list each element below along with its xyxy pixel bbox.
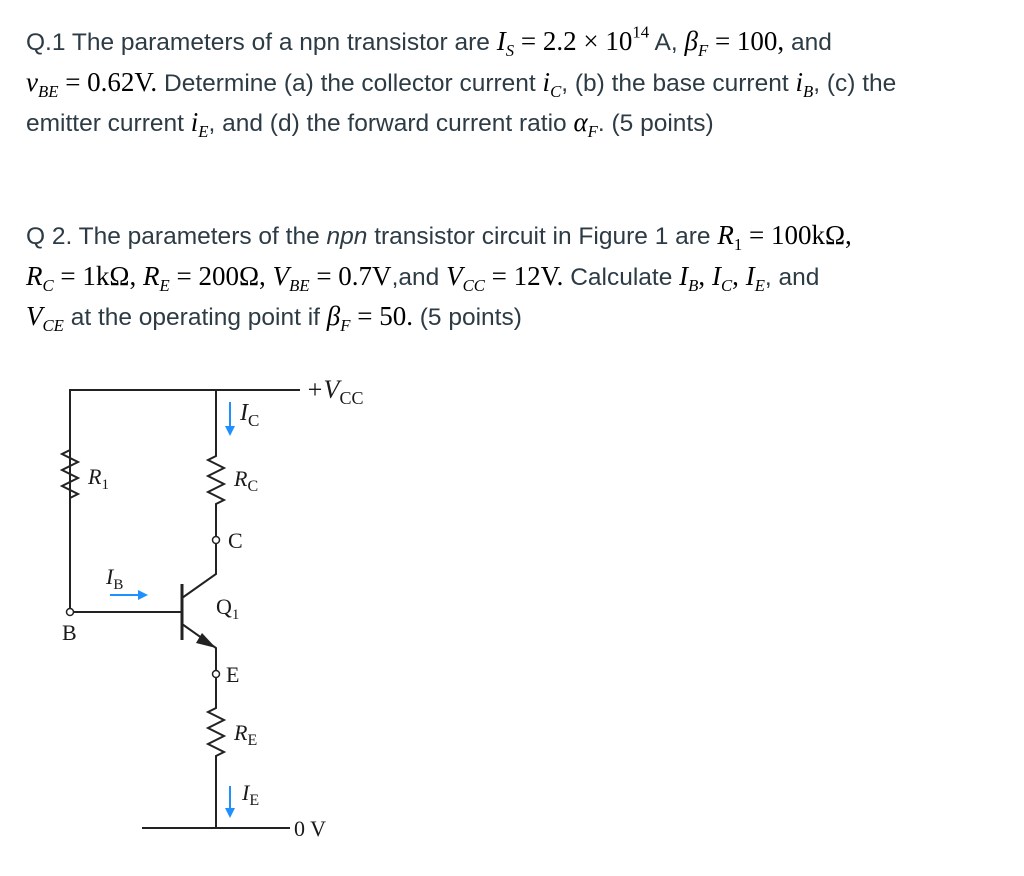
rc-label: $R_C$ [234, 466, 259, 495]
question-2 [26, 216, 1011, 338]
rc-resistor [208, 390, 224, 540]
npn-italic: npn [326, 223, 368, 250]
is-unit: A, [654, 29, 678, 56]
re-expression: $R_E = 200\Omega$, [143, 260, 266, 295]
circuit-wires [62, 390, 300, 828]
vbe-expression: $V_{BE} = 0.7V$ [272, 260, 392, 295]
vbe-expression: $v_{BE} = 0.62V$. [26, 66, 158, 101]
c-node-label: C [228, 528, 243, 553]
ic-label: $I_C$ [240, 400, 260, 430]
r1-label: $R_1$ [88, 464, 109, 493]
ie-arrow-head-icon [225, 808, 235, 818]
q1-line-2: $v_{BE} = 0.62V$. Determine (a) the collector current $i_C$, (b) the base current $i_B$, (c) the [26, 66, 897, 101]
node-c-terminal [213, 537, 220, 544]
question-1 [26, 22, 1011, 144]
ib-symbol: $I_B$, [679, 260, 706, 295]
vcc-label: $+V_{CC}$ [306, 375, 364, 408]
is-expression: $I_S = 2.2 \times 10^{14}$ [496, 22, 650, 60]
e-node-label: E [226, 662, 240, 687]
vce-symbol: $V_{CE}$ [26, 301, 64, 335]
vcc-expression: $V_{CC} = 12V$. [446, 260, 564, 295]
ground-label: 0 V [294, 816, 326, 841]
top-rail-wire [70, 390, 300, 529]
rc-expression: $R_C = 1k\Omega$, [26, 260, 137, 295]
q1-line-3: emitter current $i_E$, and (d) the forward current ratio $\alpha_F$. (5 points) [26, 107, 714, 141]
node-e-terminal [213, 671, 220, 678]
alpha-symbol: $\alpha_F$ [573, 107, 598, 141]
ib-symbol: $i_B$ [795, 66, 814, 101]
q2-line-1: Q 2. The parameters of the npn transistor circuit in Figure 1 are $R_1 = 100k\Omega$, [26, 220, 852, 254]
circuit-figure [0, 362, 420, 852]
q1-label: $Q_1$ [216, 594, 240, 623]
q2-line-2: $R_C = 1k\Omega$, $R_E = 200\Omega$, $V_{BE} = 0.7V,and$ $V_{CC} = 12V$. Calculate $I_B$, $I_C$, $I_E$, and [26, 260, 820, 295]
emitter-lead [182, 624, 216, 674]
r1-expression: $R_1 = 100k\Omega$, [717, 220, 852, 254]
re-label: $R_E$ [234, 720, 258, 749]
circuit-diagram [0, 362, 420, 852]
q1-intro-text: Q.1 The parameters of a npn transistor are [26, 29, 490, 56]
ie-symbol: $i_E$ [190, 107, 209, 141]
ib-arrow-head-icon [138, 590, 148, 600]
beta-expression: $\beta_F = 100$, [684, 26, 785, 60]
ic-symbol: $i_C$ [542, 66, 562, 101]
ic-arrow-head-icon [225, 426, 235, 436]
re-resistor [208, 674, 224, 828]
collector-lead [182, 540, 216, 598]
ic-symbol: $I_C$, [711, 260, 739, 295]
node-b-terminal [67, 609, 74, 616]
ie-symbol: $I_E$ [745, 260, 765, 295]
beta-expression: $\beta_F = 50$. [326, 301, 413, 335]
b-node-label: B [62, 620, 77, 645]
ie-label: $I_E$ [242, 780, 260, 809]
q1-line-1: Q.1 The parameters of a npn transistor are $I_S = 2.2 \times 10^{14}$ A, $\beta_F = 100$, and [26, 22, 832, 60]
ib-label: $I_B$ [106, 564, 124, 593]
q2-line-3: $V_{CE}$ at the operating point if $\beta_F = 50$. (5 points) [26, 301, 522, 335]
